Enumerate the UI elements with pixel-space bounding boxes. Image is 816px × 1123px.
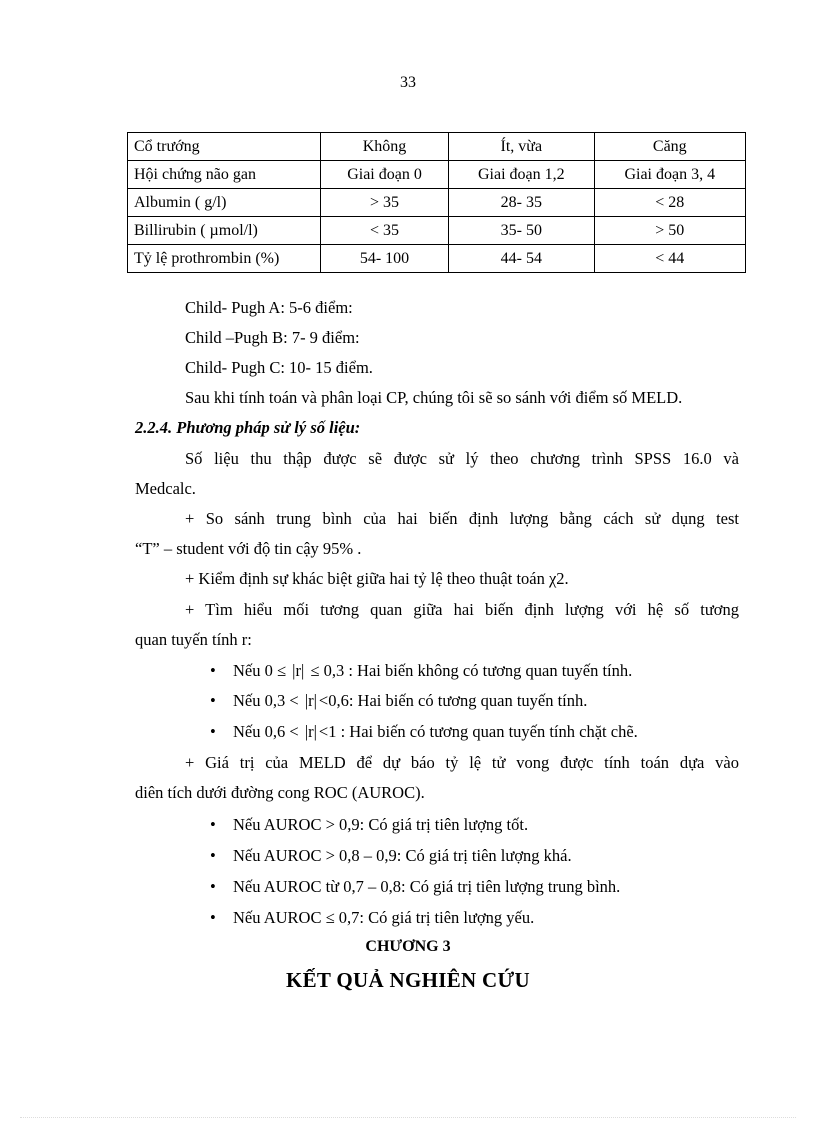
list-item: • Nếu 0 ≤ |r| ≤ 0,3 : Hai biến không có tương quan tuyến tính. (210, 661, 633, 680)
chi-square-line: + Kiểm định sự khác biệt giữa hai tỷ lệ theo thuật toán χ2. (185, 569, 569, 588)
cp-class-b: Child –Pugh B: 7- 9 điểm: (185, 328, 360, 347)
spss-line-2: Medcalc. (135, 479, 196, 498)
table-cell: > 35 (321, 189, 449, 217)
abs-value-r: |r| (304, 691, 317, 710)
bullet-icon: • (210, 908, 216, 927)
table-cell: < 28 (594, 189, 745, 217)
bullet-icon: • (210, 846, 216, 865)
list-item: • Nếu 0,3 < |r| <0,6: Hai biến có tương quan tuyến tính. (210, 691, 588, 710)
bullet-icon: • (210, 722, 216, 741)
ttest-line-1: + So sánh trung bình của hai biến định lượng bằng cách sử dụng test (185, 509, 739, 528)
list-item: • Nếu AUROC ≤ 0,7: Có giá trị tiên lượng yếu. (210, 908, 535, 927)
correlation-line-2: quan tuyến tính r: (135, 630, 252, 649)
bullet-icon: • (210, 877, 216, 896)
table-row (128, 161, 746, 189)
abs-value-r: |r| (292, 661, 305, 680)
child-pugh-table (127, 132, 746, 273)
table-cell: < 44 (594, 245, 745, 273)
table-cell: Giai đoạn 3, 4 (594, 161, 745, 189)
table-cell: Billirubin ( µmol/l) (128, 217, 321, 245)
list-item: • Nếu AUROC từ 0,7 – 0,8: Có giá trị tiên lượng trung bình. (210, 877, 621, 896)
chapter-title: KẾT QUẢ NGHIÊN CỨU (285, 968, 530, 992)
table-row (128, 189, 746, 217)
table-cell: Albumin ( g/l) (128, 189, 321, 217)
table-cell: 28- 35 (449, 189, 595, 217)
table-cell: < 35 (321, 217, 449, 245)
cp-class-a: Child- Pugh A: 5-6 điểm: (185, 298, 353, 317)
spss-line-1: Số liệu thu thập được sẽ được sử lý theo chương trình SPSS 16.0 và (185, 449, 739, 468)
page-number: 33 (400, 74, 416, 91)
table-cell: Ít, vừa (449, 133, 595, 161)
list-item: • Nếu AUROC > 0,9: Có giá trị tiên lượng tốt. (210, 815, 529, 834)
bullet-icon: • (210, 815, 216, 834)
table-row (128, 245, 746, 273)
table-cell: > 50 (594, 217, 745, 245)
table-cell: Căng (594, 133, 745, 161)
table-cell: 44- 54 (449, 245, 595, 273)
correlation-line-1: + Tìm hiểu mối tương quan giữa hai biến định lượng với hệ số tương (185, 600, 739, 619)
table-header-row (128, 133, 746, 161)
ttest-line-2: “T” – student với độ tin cậy 95% . (135, 539, 362, 558)
section-heading: 2.2.4. Phương pháp sử lý số liệu: (135, 418, 361, 437)
page-bottom-rule (20, 1117, 796, 1118)
table-cell: Tỷ lệ prothrombin (%) (128, 245, 321, 273)
table-cell: Cổ trướng (128, 133, 321, 161)
table-cell: 54- 100 (321, 245, 449, 273)
table-cell: Hội chứng não gan (128, 161, 321, 189)
abs-value-r: |r| (304, 722, 317, 741)
chapter-label: CHƯƠNG 3 (365, 938, 451, 955)
list-item: • Nếu 0,6 < |r| <1 : Hai biến có tương quan tuyến tính chặt chẽ. (210, 722, 638, 741)
table-cell: Giai đoạn 0 (321, 161, 449, 189)
bullet-icon: • (210, 691, 216, 710)
list-item: • Nếu AUROC > 0,8 – 0,9: Có giá trị tiên lượng khá. (210, 846, 572, 865)
table-cell: Không (321, 133, 449, 161)
meld-roc-line-2: diên tích dưới đường cong ROC (AUROC). (135, 783, 425, 802)
meld-note: Sau khi tính toán và phân loại CP, chúng tôi sẽ so sánh với điểm số MELD. (185, 388, 683, 407)
meld-roc-line-1: + Giá trị của MELD để dự báo tỷ lệ tử vong được tính toán dựa vào (185, 753, 739, 772)
table-cell: 35- 50 (449, 217, 595, 245)
bullet-icon: • (210, 661, 216, 680)
cp-class-c: Child- Pugh C: 10- 15 điểm. (185, 358, 373, 377)
table-row (128, 217, 746, 245)
table-cell: Giai đoạn 1,2 (449, 161, 595, 189)
